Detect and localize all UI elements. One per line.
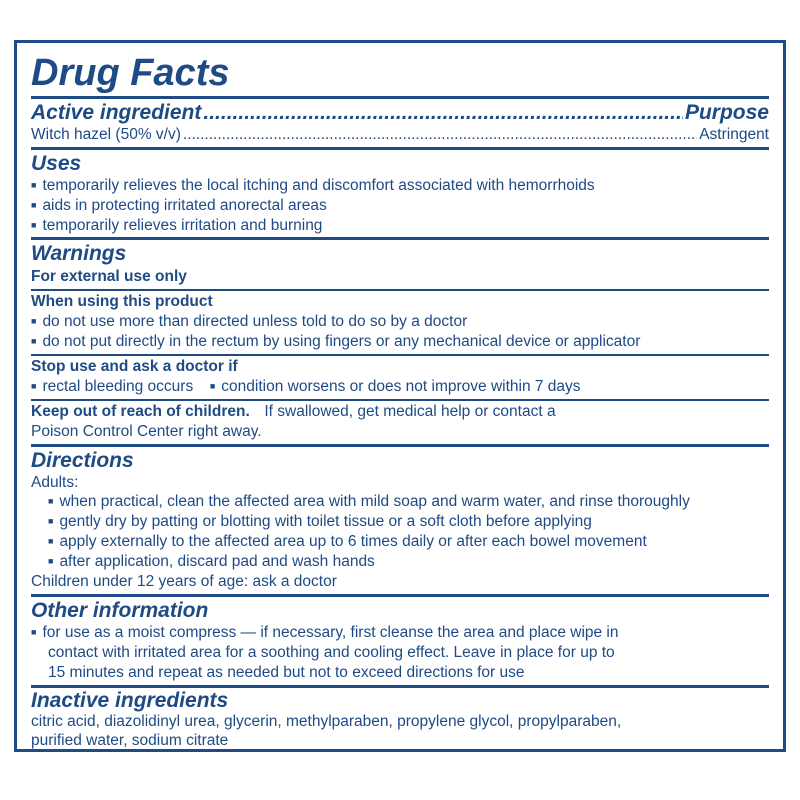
divider [31, 147, 769, 150]
uses-heading: Uses [31, 152, 82, 175]
active-ingredient-header-row [31, 101, 769, 125]
inactive-line: purified water, sodium citrate [31, 732, 229, 749]
leader-dots [183, 126, 697, 144]
when-using-item: ■ do not use more than directed unless told to do so by a doctor [31, 312, 467, 333]
leader-dots [203, 101, 683, 125]
warnings-heading: Warnings [31, 242, 127, 265]
directions-item: ■ gently dry by patting or blotting with toilet tissue or a soft cloth before applying [48, 512, 592, 533]
divider [31, 594, 769, 597]
when-using-item: ■ do not put directly in the rectum by using fingers or any mechanical device or applicator [31, 332, 640, 353]
divider [31, 289, 769, 291]
when-using-heading: When using this product [31, 293, 213, 310]
directions-item: ■ after application, discard pad and wash hands [48, 552, 375, 573]
directions-item: ■ when practical, clean the affected area with mild soap and warm water, and rinse thoroughly [48, 492, 690, 513]
divider [31, 354, 769, 356]
active-ingredient-heading: Active ingredient [31, 101, 202, 124]
inactive-heading: Inactive ingredients [31, 689, 229, 712]
keep-out-heading: Keep out of reach of children. [31, 403, 250, 420]
active-ingredient-purpose: Astringent [699, 126, 769, 143]
inactive-line: citric acid, diazolidinyl urea, glycerin, methylparaben, propylene glycol, propylparaben, [31, 713, 622, 730]
external-use-label: For external use only [31, 268, 187, 285]
directions-item: ■ apply externally to the affected area up to 6 times daily or after each bowel movement [48, 532, 647, 553]
other-info-line: ■ for use as a moist compress — if necessary, first cleanse the area and place wipe in [31, 623, 619, 644]
stop-use-item: ■ condition worsens or does not improve within 7 days [210, 378, 581, 395]
keep-out-text: Poison Control Center right away. [31, 423, 262, 440]
keep-out-line [31, 402, 556, 422]
other-info-heading: Other information [31, 599, 209, 622]
uses-item: ■ temporarily relieves irritation and burning [31, 216, 322, 237]
stop-use-heading: Stop use and ask a doctor if [31, 358, 238, 375]
stop-use-items [31, 377, 581, 398]
divider [31, 399, 769, 401]
adults-label: Adults: [31, 474, 79, 491]
divider [31, 444, 769, 447]
active-ingredient-name: Witch hazel (50% v/v) [31, 126, 181, 143]
purpose-heading: Purpose [684, 101, 769, 124]
active-ingredient-row [31, 126, 769, 144]
divider [31, 96, 769, 99]
uses-item: ■ temporarily relieves the local itching and discomfort associated with hemorrhoids [31, 176, 595, 197]
divider [31, 237, 769, 240]
other-info-line: contact with irritated area for a soothing and cooling effect. Leave in place for up to [48, 644, 615, 661]
keep-out-text: If swallowed, get medical help or contact a [264, 403, 556, 420]
directions-heading: Directions [31, 449, 134, 472]
uses-item: ■ aids in protecting irritated anorectal areas [31, 196, 327, 217]
stop-use-item: ■ rectal bleeding occurs [31, 378, 193, 395]
drug-facts-title: Drug Facts [31, 52, 230, 94]
children-note: Children under 12 years of age: ask a doctor [31, 573, 337, 590]
drug-facts-panel [14, 40, 786, 752]
other-info-line: 15 minutes and repeat as needed but not to exceed directions for use [48, 664, 525, 681]
divider [31, 685, 769, 688]
